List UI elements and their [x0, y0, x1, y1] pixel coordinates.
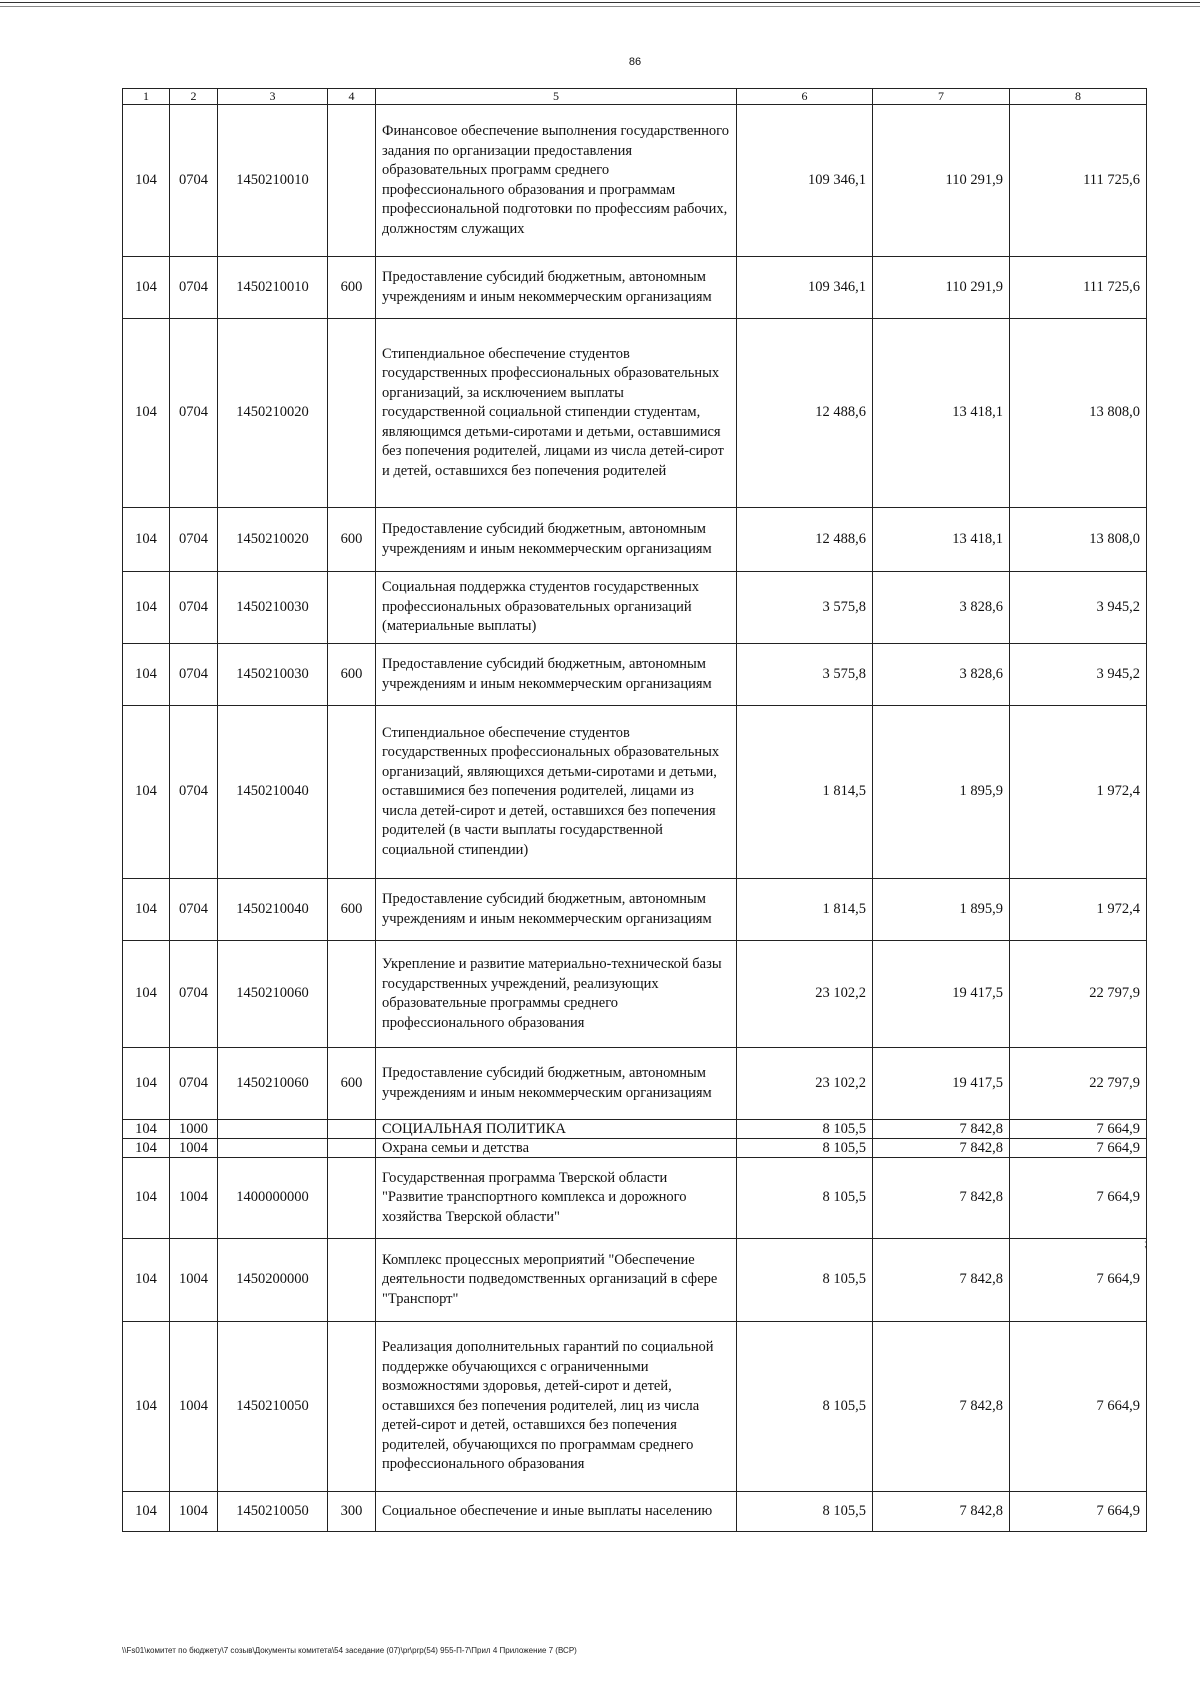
cell-grbs: 104 [123, 1048, 170, 1120]
cell-target-article: 1450210050 [218, 1492, 328, 1532]
cell-amount-year3: 7 664,9 [1010, 1239, 1147, 1322]
cell-section: 1004 [170, 1322, 218, 1492]
cell-section: 0704 [170, 508, 218, 572]
cell-expense-type [328, 941, 376, 1048]
file-path-footer: \\Fs01\комитет по бюджету\7 созыв\Документы комитета\54 заседание (07)\pr\prp(54) 955-П-7\Прил 4 Приложение 7 (ВСР) [122, 1646, 577, 1655]
cell-expense-type [328, 1158, 376, 1239]
cell-amount-year3: 7 664,9 [1010, 1492, 1147, 1532]
cell-expense-type [328, 319, 376, 508]
table-row [123, 1120, 1147, 1139]
cell-amount-year2: 7 842,8 [873, 1239, 1010, 1322]
cell-target-article: 1450210020 [218, 319, 328, 508]
cell-amount-year3: 1 972,4 [1010, 706, 1147, 879]
cell-description: Предоставление субсидий бюджетным, автономным учреждениям и иным некоммерческим организациям [376, 1048, 737, 1120]
table-row [123, 941, 1147, 1048]
table-row [123, 879, 1147, 941]
cell-description: Финансовое обеспечение выполнения государственного задания по организации предоставления образовательных программ среднего профессионального образования и программам профессиональной подготовки по профессиям рабочих, должностям служащих [376, 105, 737, 257]
cell-amount-year3: 22 797,9 [1010, 1048, 1147, 1120]
column-header: 6 [737, 89, 873, 105]
table-row [123, 508, 1147, 572]
cell-description: Государственная программа Тверской области "Развитие транспортного комплекса и дорожного хозяйства Тверской области" [376, 1158, 737, 1239]
cell-amount-year1: 8 105,5 [737, 1120, 873, 1139]
cell-description: Социальное обеспечение и иные выплаты населению [376, 1492, 737, 1532]
cell-amount-year2: 1 895,9 [873, 706, 1010, 879]
cell-section: 1000 [170, 1120, 218, 1139]
cell-amount-year3: 3 945,2 [1010, 644, 1147, 706]
cell-description: Предоставление субсидий бюджетным, автономным учреждениям и иным некоммерческим организациям [376, 508, 737, 572]
cell-expense-type [328, 1239, 376, 1322]
cell-section: 1004 [170, 1239, 218, 1322]
cell-expense-type [328, 1322, 376, 1492]
cell-section: 0704 [170, 257, 218, 319]
cell-amount-year3: 7 664,9 [1010, 1158, 1147, 1239]
cell-expense-type [328, 1120, 376, 1139]
column-header: 5 [376, 89, 737, 105]
cell-target-article: 1450200000 [218, 1239, 328, 1322]
column-header: 1 [123, 89, 170, 105]
cell-amount-year2: 3 828,6 [873, 572, 1010, 644]
cell-expense-type: 600 [328, 644, 376, 706]
cell-amount-year2: 110 291,9 [873, 105, 1010, 257]
cell-amount-year2: 7 842,8 [873, 1158, 1010, 1239]
cell-amount-year3: 1 972,4 [1010, 879, 1147, 941]
cell-expense-type: 300 [328, 1492, 376, 1532]
cell-amount-year2: 13 418,1 [873, 508, 1010, 572]
cell-section: 1004 [170, 1492, 218, 1532]
cell-amount-year2: 13 418,1 [873, 319, 1010, 508]
cell-grbs: 104 [123, 319, 170, 508]
cell-grbs: 104 [123, 1158, 170, 1239]
cell-section: 0704 [170, 105, 218, 257]
cell-expense-type: 600 [328, 508, 376, 572]
cell-amount-year1: 23 102,2 [737, 1048, 873, 1120]
cell-amount-year2: 1 895,9 [873, 879, 1010, 941]
cell-amount-year1: 12 488,6 [737, 508, 873, 572]
cell-section: 0704 [170, 644, 218, 706]
cell-description: Охрана семьи и детства [376, 1139, 737, 1158]
cell-section: 1004 [170, 1139, 218, 1158]
page-number: 86 [628, 56, 642, 68]
cell-expense-type: 600 [328, 1048, 376, 1120]
cell-target-article: 1400000000 [218, 1158, 328, 1239]
cell-amount-year2: 19 417,5 [873, 1048, 1010, 1120]
cell-expense-type [328, 706, 376, 879]
header-row [123, 89, 1147, 105]
cell-description: Стипендиальное обеспечение студентов государственных профессиональных образовательных организаций, за исключением выплаты государственной социальной стипендии студентам, являющимся детьми-сиротами и детьми, оставшимися без попечения родителей, лицами из числа детей-сирот и детей, оставшихся без попечения родителей [376, 319, 737, 508]
cell-expense-type [328, 572, 376, 644]
cell-amount-year1: 12 488,6 [737, 319, 873, 508]
cell-target-article: 1450210010 [218, 105, 328, 257]
cell-grbs: 104 [123, 508, 170, 572]
table-row [123, 1239, 1147, 1322]
cell-amount-year1: 23 102,2 [737, 941, 873, 1048]
cell-target-article: 1450210040 [218, 879, 328, 941]
cell-grbs: 104 [123, 706, 170, 879]
cell-amount-year1: 3 575,8 [737, 644, 873, 706]
cell-section: 0704 [170, 706, 218, 879]
cell-description: СОЦИАЛЬНАЯ ПОЛИТИКА [376, 1120, 737, 1139]
cell-grbs: 104 [123, 1492, 170, 1532]
table-row [123, 1139, 1147, 1158]
table-row [123, 1322, 1147, 1492]
cell-amount-year3: 22 797,9 [1010, 941, 1147, 1048]
cell-section: 0704 [170, 572, 218, 644]
cell-grbs: 104 [123, 941, 170, 1048]
cell-target-article: 1450210060 [218, 941, 328, 1048]
cell-grbs: 104 [123, 644, 170, 706]
cell-amount-year2: 7 842,8 [873, 1120, 1010, 1139]
cell-grbs: 104 [123, 879, 170, 941]
table-row [123, 105, 1147, 257]
table-row [123, 1048, 1147, 1120]
cell-target-article: 1450210040 [218, 706, 328, 879]
table-row [123, 1158, 1147, 1239]
cell-target-article: 1450210030 [218, 644, 328, 706]
cell-section: 0704 [170, 319, 218, 508]
cell-description: Стипендиальное обеспечение студентов государственных профессиональных образовательных организаций, являющихся детьми-сиротами и детьми, оставшимися без попечения родителей, лицами из числа детей-сирот и детей, оставшихся без попечения родителей (в части выплаты государственной социальной стипендии) [376, 706, 737, 879]
cell-amount-year1: 8 105,5 [737, 1139, 873, 1158]
table-row [123, 319, 1147, 508]
cell-target-article: 1450210020 [218, 508, 328, 572]
cell-grbs: 104 [123, 1239, 170, 1322]
cell-amount-year1: 109 346,1 [737, 257, 873, 319]
cell-amount-year2: 7 842,8 [873, 1139, 1010, 1158]
cell-amount-year1: 3 575,8 [737, 572, 873, 644]
cell-section: 0704 [170, 879, 218, 941]
cell-grbs: 104 [123, 1322, 170, 1492]
cell-amount-year2: 7 842,8 [873, 1492, 1010, 1532]
cell-section: 0704 [170, 1048, 218, 1120]
cell-amount-year3: 7 664,9 [1010, 1120, 1147, 1139]
cell-target-article: 1450210010 [218, 257, 328, 319]
cell-amount-year3: 7 664,9 [1010, 1139, 1147, 1158]
table-row [123, 257, 1147, 319]
table-row [123, 644, 1147, 706]
cell-description: Предоставление субсидий бюджетным, автономным учреждениям и иным некоммерческим организациям [376, 257, 737, 319]
table-row [123, 572, 1147, 644]
cell-amount-year1: 8 105,5 [737, 1492, 873, 1532]
cell-target-article [218, 1120, 328, 1139]
cell-grbs: 104 [123, 105, 170, 257]
cell-section: 0704 [170, 941, 218, 1048]
cell-amount-year3: 7 664,9 [1010, 1322, 1147, 1492]
cell-amount-year3: 3 945,2 [1010, 572, 1147, 644]
cell-grbs: 104 [123, 572, 170, 644]
column-header: 2 [170, 89, 218, 105]
cell-expense-type: 600 [328, 879, 376, 941]
cell-section: 1004 [170, 1158, 218, 1239]
budget-table [122, 88, 1147, 1532]
cell-grbs: 104 [123, 1120, 170, 1139]
scan-border-line [0, 2, 1200, 3]
cell-amount-year1: 1 814,5 [737, 706, 873, 879]
cell-description: Предоставление субсидий бюджетным, автономным учреждениям и иным некоммерческим организациям [376, 879, 737, 941]
cell-amount-year2: 110 291,9 [873, 257, 1010, 319]
cell-amount-year1: 8 105,5 [737, 1322, 873, 1492]
column-header: 7 [873, 89, 1010, 105]
column-header: 3 [218, 89, 328, 105]
cell-amount-year3: 13 808,0 [1010, 319, 1147, 508]
cell-description: Укрепление и развитие материально-технической базы государственных учреждений, реализующих образовательные программы среднего профессионального образования [376, 941, 737, 1048]
cell-amount-year2: 19 417,5 [873, 941, 1010, 1048]
scan-border-line [0, 6, 1200, 7]
cell-expense-type [328, 1139, 376, 1158]
column-header: 4 [328, 89, 376, 105]
cell-description: Предоставление субсидий бюджетным, автономным учреждениям и иным некоммерческим организациям [376, 644, 737, 706]
cell-target-article [218, 1139, 328, 1158]
table-row [123, 706, 1147, 879]
scan-mark: ; [1144, 1239, 1147, 1250]
cell-grbs: 104 [123, 257, 170, 319]
cell-amount-year3: 13 808,0 [1010, 508, 1147, 572]
cell-amount-year1: 8 105,5 [737, 1239, 873, 1322]
cell-amount-year1: 109 346,1 [737, 105, 873, 257]
cell-target-article: 1450210050 [218, 1322, 328, 1492]
cell-description: Комплекс процессных мероприятий "Обеспечение деятельности подведомственных организаций в сфере "Транспорт" [376, 1239, 737, 1322]
cell-grbs: 104 [123, 1139, 170, 1158]
column-header: 8 [1010, 89, 1147, 105]
cell-expense-type: 600 [328, 257, 376, 319]
cell-amount-year2: 3 828,6 [873, 644, 1010, 706]
cell-target-article: 1450210060 [218, 1048, 328, 1120]
cell-expense-type [328, 105, 376, 257]
cell-description: Реализация дополнительных гарантий по социальной поддержке обучающихся с ограниченными возможностями здоровья, детей-сирот и детей, оставшихся без попечения родителей, лиц из числа детей-сирот и детей, оставшихся без попечения родителей, обучающихся по программам среднего профессионального образования [376, 1322, 737, 1492]
cell-amount-year2: 7 842,8 [873, 1322, 1010, 1492]
cell-amount-year3: 111 725,6 [1010, 105, 1147, 257]
cell-amount-year3: 111 725,6 [1010, 257, 1147, 319]
cell-amount-year1: 8 105,5 [737, 1158, 873, 1239]
cell-description: Социальная поддержка студентов государственных профессиональных образовательных организаций (материальные выплаты) [376, 572, 737, 644]
table-row [123, 1492, 1147, 1532]
cell-target-article: 1450210030 [218, 572, 328, 644]
cell-amount-year1: 1 814,5 [737, 879, 873, 941]
